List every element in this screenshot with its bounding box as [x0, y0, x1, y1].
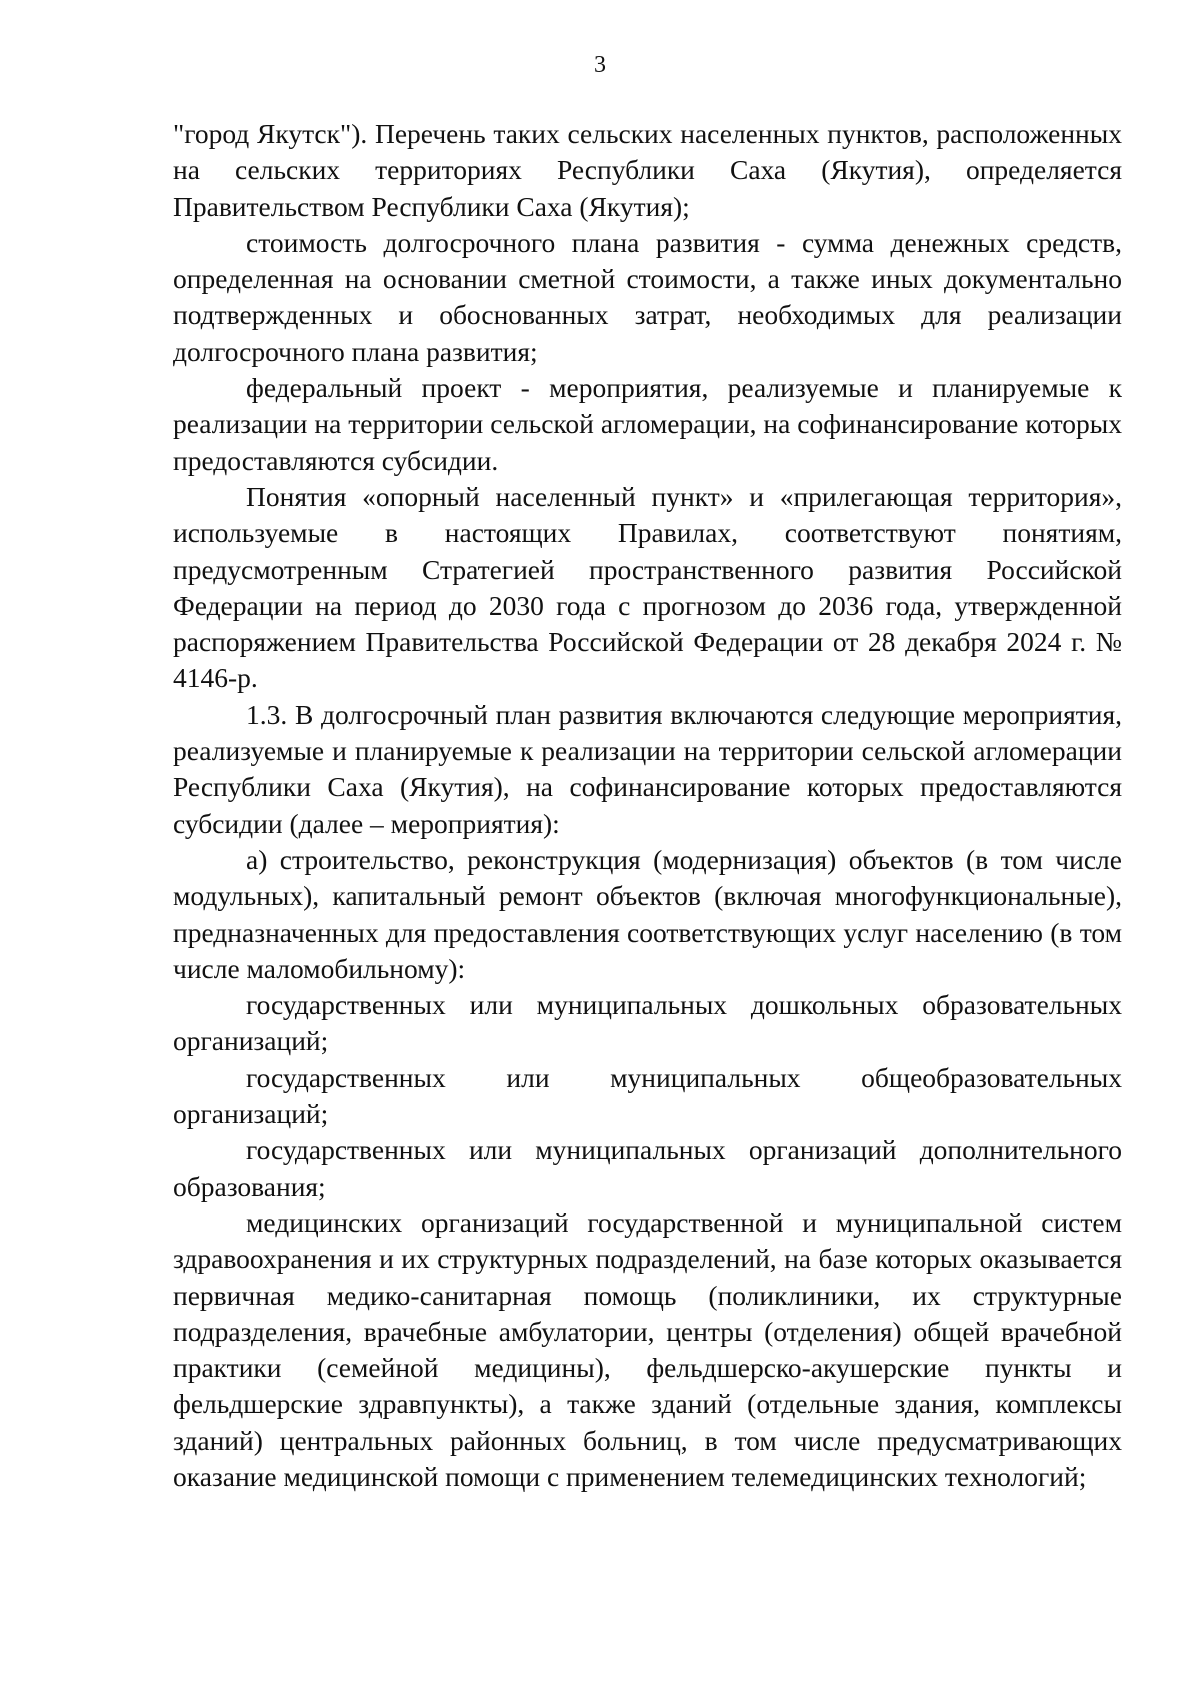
paragraph-item-a: а) строительство, реконструкция (модернизация) объектов (в том числе модульных), капитальный ремонт объектов (включая многофункциональные), предназначенных для предоставления соответствующих услуг населению (в том числе маломобильному): — [173, 843, 1122, 984]
page-number: 3 — [594, 52, 606, 78]
paragraph-preschool: государственных или муниципальных дошкольных образовательных организаций; — [173, 989, 1122, 1057]
paragraph-definition-cost: стоимость долгосрочного плана развития - сумма денежных средств, определенная на основании сметной стоимости, а также иных документально подтвержденных и обоснованных затрат, необходимых для реализации долгосрочного плана развития; — [173, 226, 1122, 367]
paragraph-additional-education: государственных или муниципальных организаций дополнительного образования; — [173, 1134, 1122, 1202]
paragraph-general-education: государственных или муниципальных общеобразовательных организаций; — [173, 1061, 1122, 1130]
paragraph-definition-federal-project: федеральный проект - мероприятия, реализуемые и планируемые к реализации на территории сельской агломерации, на софинансирование которых предоставляются субсидии. — [173, 372, 1122, 476]
paragraph-medical: медицинских организаций государственной и муниципальной систем здравоохранения и их структурных подразделений, на базе которых оказывается первичная медико-санитарная помощь (поликлиники, их структурные подразделения, врачебные амбулатории, центры (отделения) общей врачебной практики (семейной медицины), фельдшерско-акушерские пункты и фельдшерские здравпункты), а также зданий (отдельные здания, комплексы зданий) центральных районных больниц, в том числе предусматривающих оказание медицинской помощи с применением телемедицинских технологий; — [173, 1206, 1122, 1492]
paragraph-continuation: "город Якутск"). Перечень таких сельских населенных пунктов, расположенных на сельских территориях Республики Саха (Якутия), определяется Правительством Республики Саха (Якутия); — [173, 118, 1122, 222]
paragraph-concepts: Понятия «опорный населенный пункт» и «прилегающая территория», используемые в настоящих Правилах, соответствуют понятиям, предусмотренным Стратегией пространственного развития Российской Федерации на период до 2030 года с прогнозом до 2036 года, утвержденной распоряжением Правительства Российской Федерации от 28 декабря 2024 г. № 4146-р. — [173, 480, 1122, 694]
document-body — [173, 116, 1122, 1495]
paragraph-clause-1-3: 1.3. В долгосрочный план развития включаются следующие мероприятия, реализуемые и планируемые к реализации на территории сельской агломерации Республики Саха (Якутия), на софинансирование которых предоставляются субсидии (далее – мероприятия): — [173, 698, 1122, 839]
